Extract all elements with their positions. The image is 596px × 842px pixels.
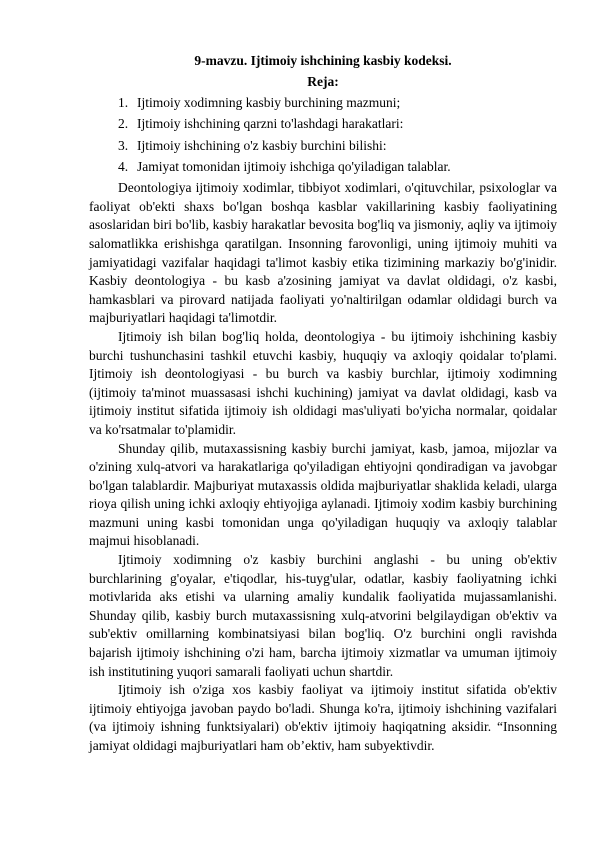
document-page xyxy=(89,52,557,756)
plan-heading: Reja: xyxy=(307,74,339,89)
plan-item-text: Ijtimoiy xodimning kasbiy burchining mazmuni; xyxy=(137,95,401,110)
paragraph: Ijtimoiy xodimning o'z kasbiy burchini anglashi - bu uning ob'ektiv burchlarining g'oyalar, e'tiqodlar, his-tuyg'ular, odatlar, kasbiy faoliyatning ichki motivlarida aks etishi va ularning amaliy kundalik faoliyatida mujassamlanishi. Shunday qilib, kasbiy burch mutaxassisning xulq-atvorini belgilaydigan ob'ektiv va sub'ektiv omillarning kombinatsiyasi bilan bog'liq. O'z burchini ongli ravishda bajarish ijtimoiy ishchining o'zi ham, barcha ijtimoiy xizmatlar va umuman ijtimoiy ish institutining yuqori samarali faoliyati uchun shartdir. xyxy=(89,552,557,679)
plan-item-text: Ijtimoiy ishchining qarzni to'lashdagi harakatlari: xyxy=(137,116,404,132)
plan-item-number: 1. xyxy=(118,95,129,110)
plan-item-number: 2. xyxy=(118,116,129,132)
plan-list xyxy=(89,94,557,179)
plan-item-text: Jamiyat tomonidan ijtimoiy ishchiga qo'yiladigan talablar. xyxy=(137,158,451,174)
plan-item xyxy=(89,94,557,115)
plan-item-text: Ijtimoiy ishchining o'z kasbiy burchini bilishi: xyxy=(137,137,387,153)
plan-item xyxy=(89,137,557,158)
paragraph: Ijtimoiy ish bilan bog'liq holda, deontologiya - bu ijtimoiy ishchining kasbiy burchi tushunchasini tashkil etuvchi kasbiy, huquqiy va axloqiy qoidalar to'plami. Ijtimoiy ish deontologiyasi - bu burch va kasbiy burchlar, ijtimoiy xodimning (ijtimoiy ta'minot muassasasi ishchi kuchining) jamiyat va davlat oldidagi, kasb va ijtimoiy institut sifatida ijtimoiy ish oldidagi mas'uliyati bo'yicha normalar, qoidalar va ko'rsatmalar to'plamidir. xyxy=(89,328,557,437)
plan-item-number: 3. xyxy=(118,137,129,153)
plan-item-number: 4. xyxy=(118,158,129,174)
paragraph: Ijtimoiy ish o'ziga xos kasbiy faoliyat va ijtimoiy institut sifatida ob'ektiv ijtimoiy ehtiyojga javoban paydo bo'ladi. Shunga ko'ra, ijtimoiy ishchining vazifalari (va ijtimoiy ishning funktsiyalari) ob'ektiv ijtimoiy haqiqatning aksidir. “Insonning jamiyat oldidagi majburiyatlari ham ob’ektiv, ham subyektivdir. xyxy=(89,682,557,753)
plan-item xyxy=(89,158,557,179)
plan-item xyxy=(89,115,557,136)
paragraph: Shunday qilib, mutaxassisning kasbiy burchi jamiyat, kasb, jamoa, mijozlar va o'zining xulq-atvori va harakatlariga qo'yiladigan ehtiyojni qondiradigan va javobgar bo'lgan talablardir. Majburiyat mutaxassis oldida majburiyatlar shaklida keladi, ularga rioya qilish uning ichki axloqiy ehtiyojiga aylanadi. Ijtimoiy xodim kasbiy burchining mazmuni uning kasbi tomonidan unga qo'yiladigan huquqiy va axloqiy talablar majmui hisoblanadi. xyxy=(89,440,557,549)
document-title: 9-mavzu. Ijtimoiy ishchining kasbiy kodeksi. xyxy=(194,53,452,68)
paragraph: Deontologiya ijtimoiy xodimlar, tibbiyot xodimlari, o'qituvchilar, psixologlar va faoliyat ob'ekti shaxs bo'lgan boshqa kasblar vakillarining kasbiy faoliyatining asoslaridan biri bo'lib, kasbiy harakatlar bevosita bog'liq va jismoniy, aqliy va ijtimoiy salomatlikka erishishga qaratilgan. Insonning farovonligi, uning ijtimoiy muhiti va jamiyatidagi vazifalar haqidagi ta'limot kasbiy etika tizimining markaziy bo'g'inidir. Kasbiy deontologiya - bu kasb a'zosining jamiyat va davlat oldidagi, o'z kasbi, hamkasblari va pirovard natijada faoliyati yo'naltirilgan odamlar oldidagi burch va majburiyatlari haqidagi ta'limotdir. xyxy=(89,180,557,326)
